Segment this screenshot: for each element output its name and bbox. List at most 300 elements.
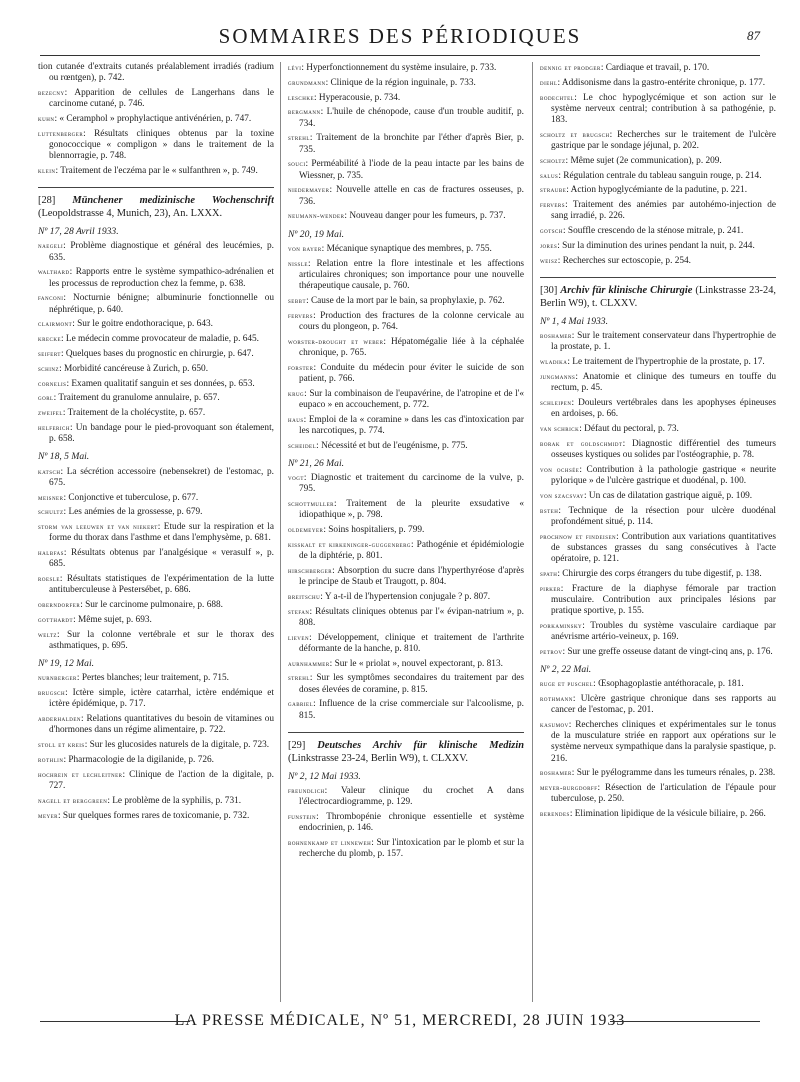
article-title: : Relations quantitatives du besoin de vitamines ou d'hormones dans un régime alimentaire, p. 722. xyxy=(49,714,274,736)
article-title: : Ictère simple, ictère catarrhal, ictère endémique et ictère épidémique, p. 717. xyxy=(49,688,274,710)
article-author: scholtz et brugsch xyxy=(540,129,610,139)
article-entry xyxy=(38,378,274,390)
article-author: bodechtel xyxy=(540,92,575,102)
issue-heading: Nº 19, 12 Mai. xyxy=(38,658,95,670)
article-entry xyxy=(288,472,524,495)
article-title: : Apparition de cellules de Langerhans dans le carcinome cutané, p. 746. xyxy=(49,88,274,110)
article-author: meisner xyxy=(38,492,64,502)
article-entry xyxy=(38,810,274,822)
article-entry xyxy=(38,754,274,766)
page-title: SOMMAIRES DES PÉRIODIQUES xyxy=(218,24,582,48)
article-title: : Pathogénie et épidémiologie de la diphtérie, p. 801. xyxy=(299,539,524,561)
article-title: : Valeur clinique du crochet A dans l'électrocardiogramme, p. 129. xyxy=(299,786,524,808)
article-author: diehl xyxy=(540,77,558,87)
article-entry xyxy=(38,713,274,736)
article-author: leschke xyxy=(288,92,314,102)
article-entry xyxy=(288,62,524,74)
article-author: roesle xyxy=(38,574,60,584)
issue-heading: Nº 2, 12 Mai 1933. xyxy=(288,770,361,782)
article-author: haus xyxy=(288,414,304,424)
article-title: : Recherches sur le traitement de l'ulcère gastrique par le sondage jéjunal, p. 202. xyxy=(551,129,776,151)
article-title: : Addisonisme dans la gastro-entérite chronique, p. 177. xyxy=(557,77,766,88)
article-title: : Œsophagoplastie antéthoracale, p. 181. xyxy=(593,679,744,690)
journal-details: (Linkstrasse 23-24, Berlin W9), t. CLXXV. xyxy=(288,752,468,764)
article-author: gotthardt xyxy=(38,614,74,624)
article-author: clairmont xyxy=(38,319,73,329)
article-title: : Contribution aux variations quantitatives de substances grasses du sang consécutives à l'acte opératoire, p. 121. xyxy=(551,531,776,564)
article-title: : Relation entre la flore intestinale et les affections articulaires chroniques; son importance pour une nouvelle thérapeutique causale, p. 760. xyxy=(299,258,524,291)
article-entry xyxy=(38,87,274,110)
article-entry xyxy=(38,407,274,419)
article-author: krecke xyxy=(38,334,61,344)
article-title: : Traitement de la bronchite par l'éther d'après Bier, p. 735. xyxy=(299,133,524,155)
article-author: naegeli xyxy=(38,241,64,251)
article-title: : Sur le pyélogramme dans les tumeurs rénales, p. 238. xyxy=(571,768,776,779)
article-title: : Résection de l'articulation de l'épaule pour tuberculose, p. 250. xyxy=(551,783,776,805)
article-title: : Le médecin comme provocateur de maladie, p. 645. xyxy=(61,334,259,345)
article-author: schinz xyxy=(38,363,60,373)
article-entry xyxy=(38,318,274,330)
article-author: spath xyxy=(540,568,558,578)
article-entry xyxy=(38,113,274,125)
article-entry xyxy=(288,539,524,562)
article-author: schultz xyxy=(38,507,64,517)
article-entry xyxy=(540,255,776,267)
article-author: schottmuller xyxy=(288,499,334,508)
article-author: krug xyxy=(288,388,305,398)
article-author: salus xyxy=(540,170,559,180)
article-entry xyxy=(288,811,524,834)
article-title: : Sur le carcinome pulmonaire, p. 688. xyxy=(80,600,223,611)
article-title: : Pertes blanches; leur traitement, p. 715. xyxy=(76,673,229,684)
article-title: : Sur le goitre endothoracique, p. 643. xyxy=(72,319,213,330)
article-entry xyxy=(540,646,776,658)
article-title: : Clinique de l'action de la digitale, p. 727. xyxy=(49,769,274,791)
article-author: oldemeyer xyxy=(288,525,324,534)
article-author: seifert xyxy=(38,349,61,358)
article-author: aurnhammer xyxy=(288,658,330,668)
article-entry xyxy=(540,62,776,74)
journal-details: (Linkstrasse 23-24, Berlin W9), t. CLXXV. xyxy=(540,284,776,309)
article-entry xyxy=(540,129,776,152)
article-title: : Les anémies de la grossesse, p. 679. xyxy=(63,507,203,518)
journal-heading xyxy=(288,732,524,765)
article-entry xyxy=(288,310,524,333)
article-entry xyxy=(540,583,776,618)
article-author: meyer-burgdorff xyxy=(540,783,598,793)
page-footer xyxy=(40,1012,760,1030)
article-title: : Influence de la crise commerciale sur l'alcoolisme, p. 815. xyxy=(299,699,524,721)
article-entry xyxy=(540,808,776,820)
article-entry xyxy=(288,336,524,359)
article-entry xyxy=(288,591,524,603)
article-author: kuhn xyxy=(38,114,55,123)
article-author: borak et goldschmidt xyxy=(540,438,623,448)
article-author: freundlich xyxy=(288,786,325,795)
article-title: : Nécessité et but de l'eugénisme, p. 775. xyxy=(316,440,468,451)
article-entry xyxy=(288,632,524,655)
issue-heading: Nº 17, 28 Avril 1933. xyxy=(38,226,119,238)
article-title: : Sur la diminution des urines pendant la nuit, p. 244. xyxy=(557,240,755,251)
article-entry xyxy=(38,292,274,315)
article-title: : Sur la combinaison de l'eupavérine, de l'atropine et de l'« eupaco » en accouchement, p. 772. xyxy=(299,388,524,410)
article-entry xyxy=(288,388,524,411)
article-title: : Cause de la mort par le bain, sa prophylaxie, p. 762. xyxy=(306,295,505,306)
article-author: hochrein et lechleitner xyxy=(38,769,123,779)
article-entry xyxy=(288,295,524,307)
article-entry xyxy=(540,693,776,716)
article-title: : Résultats cliniques obtenus par la toxine gonococcique « compligon » dans le traitement de la blennorragie, p. 748. xyxy=(49,128,274,162)
article-entry xyxy=(540,240,776,252)
article-title: : Sur le « priolat », nouvel expectorant, p. 813. xyxy=(329,658,503,669)
article-author: gorl xyxy=(38,393,54,403)
article-title: : Souffle crescendo de la sténose mitrale, p. 241. xyxy=(563,226,744,237)
journal-details: (Leopoldstrasse 4, Munich, 23), An. LXXX. xyxy=(38,208,223,220)
article-title: : Conjonctive et tuberculose, p. 677. xyxy=(63,492,199,503)
article-title: : Sur l'intoxication par le plomb et sur la recherche du plomb, p. 157. xyxy=(299,838,524,860)
article-entry xyxy=(288,698,524,721)
article-title: : Action hypoglycémiante de la padutine, p. 221. xyxy=(566,185,748,196)
article-entry xyxy=(288,498,524,521)
article-entry xyxy=(288,606,524,629)
article-title: : Soins hospitaliers, p. 799. xyxy=(323,525,425,535)
article-author: katsch xyxy=(38,466,61,476)
article-title: : « Ceramphol » prophylactique antivénérien, p. 747. xyxy=(54,114,252,124)
column-middle xyxy=(288,62,524,1002)
article-title: : Technique de la résection pour ulcère duodénal profondément situé, p. 114. xyxy=(551,505,776,527)
article-author: breitschu xyxy=(288,591,321,601)
article-entry xyxy=(38,506,274,518)
article-title: : Sur la colonne vertébrale et sur le thorax des asthmatiques, p. 695. xyxy=(49,629,274,651)
article-entry xyxy=(38,422,274,445)
article-title: : Production des fractures de la colonne cervicale au cours du plongeon, p. 764. xyxy=(299,310,524,332)
article-title: : Troubles du système vasculaire cardiaque par anévrisme artério-veineux, p. 169. xyxy=(551,620,776,642)
article-entry xyxy=(540,92,776,127)
article-entry xyxy=(540,77,776,89)
article-title: tion cutanée d'extraits cutanés préalablement irradiés (radium ou rœntgen), p. 742. xyxy=(38,62,274,84)
article-author: souci xyxy=(288,159,306,169)
article-entry xyxy=(540,184,776,196)
journal-number: [28] xyxy=(38,195,56,207)
article-author: strehl xyxy=(288,673,310,683)
article-author: prochnow et findeisen xyxy=(540,531,617,541)
article-author: zweifel xyxy=(38,408,63,418)
article-entry xyxy=(288,132,524,155)
article-title: : Mécanique synaptique des membres, p. 755. xyxy=(321,243,492,254)
article-author: lévi xyxy=(288,63,302,72)
article-author: storm van leeuwen et van niekert xyxy=(38,522,158,532)
article-author: van schrick xyxy=(540,423,580,433)
article-author: von szacsvay xyxy=(540,490,584,500)
journal-number: [30] xyxy=(540,284,558,296)
article-author: rothlin xyxy=(38,754,64,764)
article-title: : Diagnostic différentiel des tumeurs osseuses kystiques ou solides par l'ostéographie, p. 78. xyxy=(551,438,776,460)
article-title: : Absorption du sucre dans l'hyperthyréose d'après le principe de Staub et Traugott, p. 804. xyxy=(299,565,524,587)
article-title: : Le traitement de l'hypertrophie de la prostate, p. 17. xyxy=(567,357,765,368)
article-author: berendes xyxy=(540,809,570,819)
article-entry xyxy=(38,573,274,596)
article-author: strehl xyxy=(288,133,310,143)
article-author: pirker xyxy=(540,583,561,593)
article-title: : Quelques bases du prognostic en chirurgie, p. 647. xyxy=(60,349,254,359)
article-author: rothmann xyxy=(540,693,573,703)
article-entry xyxy=(38,240,274,263)
article-entry xyxy=(38,348,274,360)
article-entry xyxy=(38,769,274,792)
issue-heading: Nº 20, 19 Mai. xyxy=(288,228,345,240)
article-title: : Sur une greffe osseuse datant de vingt-cinq ans, p. 176. xyxy=(562,646,773,657)
article-entry xyxy=(540,330,776,353)
article-title: : Même sujet (2e communication), p. 209. xyxy=(565,155,722,166)
page-number: 87 xyxy=(747,28,760,43)
article-title: : Nouvelle attelle en cas de fractures osseuses, p. 736. xyxy=(299,185,524,207)
column-left xyxy=(38,62,274,1002)
article-title: : Hépatomégalie liée à la céphalée chronique, p. 765. xyxy=(299,336,524,358)
article-author: scholtz xyxy=(540,155,566,165)
article-entry xyxy=(540,531,776,566)
article-title: : Conduite du médecin pour éviter le suicide de son patient, p. 766. xyxy=(299,362,524,384)
article-entry xyxy=(38,128,274,163)
article-author: nagell et berggreen xyxy=(38,795,108,805)
article-entry xyxy=(540,356,776,368)
article-title: : Clinique de la région inguinale, p. 733. xyxy=(325,77,476,88)
article-author: bsteh xyxy=(540,505,559,515)
article-author: abderhalden xyxy=(38,714,81,724)
article-entry xyxy=(38,165,274,177)
article-title: : Nouveau danger pour les fumeurs, p. 737. xyxy=(344,211,506,222)
article-title: : Morbidité cancéreuse à Zurich, p. 650. xyxy=(59,363,209,374)
article-entry xyxy=(38,547,274,570)
article-author: porkaminsky xyxy=(540,620,583,630)
article-title: : Pharmacologie de la digilanide, p. 726. xyxy=(63,754,214,765)
article-entry xyxy=(38,521,274,544)
article-entry xyxy=(540,397,776,420)
article-title: : Y a-t-il de l'hypertension conjugale ? p. 807. xyxy=(320,591,491,602)
journal-name: Münchener medizinische Wochenschrift xyxy=(72,195,274,207)
article-entry xyxy=(38,266,274,289)
article-title: : Défaut du pectoral, p. 73. xyxy=(579,423,679,434)
article-author: oberndorfer xyxy=(38,600,81,610)
article-author: von bayer xyxy=(288,243,322,253)
article-title: : Contribution à la pathologie gastrique « neurite pylorique » de l'ulcère gastrique et duodénal, p. 100. xyxy=(551,464,776,486)
article-title: : Hyperacousie, p. 734. xyxy=(314,92,401,103)
article-author: funstein xyxy=(288,812,317,821)
article-entry xyxy=(288,837,524,860)
article-entry xyxy=(288,658,524,670)
article-entry xyxy=(540,678,776,690)
article-title: : Recherches cliniques et expérimentales sur le tonus de la musculature striée en rapport aux opérations sur le système nerveux sympathique dans la paralysie spastique, p. 216. xyxy=(551,719,776,764)
footer-rule-left xyxy=(40,1021,190,1022)
article-entry xyxy=(288,440,524,452)
article-title: : Sur quelques formes rares de toxicomanie, p. 732. xyxy=(58,810,250,821)
article-title: : Résultats cliniques obtenus par l'« évipan-natrium », p. 808. xyxy=(299,606,524,628)
article-entry xyxy=(38,672,274,684)
article-title: : La sécrétion accessoire (nebensekret) de l'estomac, p. 675. xyxy=(49,466,274,488)
article-author: niedermayer xyxy=(288,185,330,195)
article-entry xyxy=(540,767,776,779)
article-title: : Nocturnie bénigne; albuminurie fonctionnelle ou néphrétique, p. 640. xyxy=(49,293,274,315)
article-entry xyxy=(288,565,524,588)
journal-heading xyxy=(38,187,274,220)
article-entry xyxy=(540,423,776,435)
article-author: von ochsée xyxy=(540,464,580,474)
article-title: : Traitement des anémies par autohémo-injection de sang irradié, p. 226. xyxy=(551,200,776,222)
article-title: : Même sujet, p. 693. xyxy=(73,614,152,625)
article-title: : Cardiaque et travail, p. 170. xyxy=(600,63,710,73)
article-author: halbfas xyxy=(38,548,64,558)
article-author: weisz xyxy=(540,255,558,265)
article-author: grundmann xyxy=(288,77,326,87)
article-title: : Traitement de la cholécystite, p. 657. xyxy=(62,408,206,419)
article-entry xyxy=(38,333,274,345)
article-author: nissle xyxy=(288,258,308,268)
article-title: : Recherches sur ectoscopie, p. 254. xyxy=(557,255,691,266)
article-title: : Traitement de l'eczéma par le « sulfanthren », p. 749. xyxy=(55,166,258,176)
article-entry xyxy=(288,524,524,536)
article-title: : Chirurgie des corps étrangers du tube digestif, p. 138. xyxy=(557,568,762,579)
article-title: : Résultats obtenus par l'analgésique « verasulf », p. 685. xyxy=(49,548,274,570)
article-author: gabriel xyxy=(288,699,314,709)
article-author: bergmann xyxy=(288,107,321,117)
article-title: : Anatomie et clinique des tumeurs en touffe du rectum, p. 45. xyxy=(551,371,776,394)
page-header xyxy=(40,22,760,56)
article-title: : Développement, clinique et traitement de l'arthrite déformante de la hanche, p. 810. xyxy=(299,632,524,654)
article-entry xyxy=(288,785,524,808)
article-author: schleipen xyxy=(540,397,572,407)
article-entry xyxy=(288,362,524,385)
article-author: helferich xyxy=(38,422,70,432)
article-entry xyxy=(38,739,274,751)
article-author: weltz xyxy=(38,629,57,639)
article-entry xyxy=(288,210,524,222)
article-entry xyxy=(540,225,776,237)
article-author: neumann-wender xyxy=(288,211,345,221)
article-author: klein xyxy=(38,166,56,175)
article-entry xyxy=(288,184,524,207)
article-author: boshamer xyxy=(540,768,572,778)
article-title: : Thrombopénie chronique essentielle et système endocrinien, p. 146. xyxy=(299,812,524,834)
issue-heading: Nº 21, 26 Mai. xyxy=(288,457,345,469)
article-title: : Sur les glucosides naturels de la digitale, p. 723. xyxy=(84,740,270,751)
article-entry xyxy=(38,392,274,404)
article-entry xyxy=(38,629,274,652)
article-title: : Etude sur la respiration et la forme du thorax dans l'asthme et dans l'emphysème, p. 681. xyxy=(49,522,274,544)
article-author: ruge et puschel xyxy=(540,679,594,689)
journal-name: Archiv für klinische Chirurgie xyxy=(560,284,693,296)
article-author: dennig et prodger xyxy=(540,63,601,72)
article-author: forster xyxy=(288,362,314,372)
article-author: scheidel xyxy=(288,440,317,450)
article-entry xyxy=(288,92,524,104)
article-author: fervers xyxy=(288,310,314,320)
article-author: cornelis xyxy=(38,378,67,388)
article-entry xyxy=(38,363,274,375)
article-title: : Problème diagnostique et général des leucémies, p. 635. xyxy=(49,241,274,263)
article-author: hirschberger xyxy=(288,565,333,575)
footer-text: LA PRESSE MÉDICALE, Nº 51, MERCREDI, 28 JUIN 1933 xyxy=(174,1012,626,1029)
article-entry xyxy=(38,795,274,807)
article-author: boshamer xyxy=(540,331,572,341)
article-entry xyxy=(38,492,274,504)
column-right xyxy=(540,62,776,1002)
article-entry xyxy=(540,719,776,765)
issue-heading: Nº 1, 4 Mai 1933. xyxy=(540,315,608,327)
article-author: petrov xyxy=(540,646,563,656)
article-author: straube xyxy=(540,185,567,195)
article-title: : Hyperfonctionnement du système insulaire, p. 733. xyxy=(301,63,497,73)
article-title: : Sur les symptômes secondaires du traitement par des doses élevées de coramine, p. 815. xyxy=(299,673,524,695)
article-entry xyxy=(288,106,524,129)
article-title: : Rapports entre le système sympathico-adrénalien et les processus de reproduction chez la femme, p. 638. xyxy=(49,267,274,289)
article-author: meyer xyxy=(38,810,58,820)
article-author: jungmanns xyxy=(540,371,576,381)
article-author: stefan xyxy=(288,606,310,616)
article-title: : Diagnostic et traitement du carcinome de la vulve, p. 795. xyxy=(299,473,524,495)
journal-number: [29] xyxy=(288,739,306,751)
article-entry xyxy=(288,158,524,181)
footer-rule-right xyxy=(610,1021,760,1022)
article-entry xyxy=(540,490,776,502)
article-title: : Résultats statistiques de l'expérimentation de la lutte antituberculeuse à Pestersébet, p. 686. xyxy=(49,574,274,596)
article-title: : Perméabilité à l'iode de la peau intacte par les bains de Wiessner, p. 735. xyxy=(299,159,524,181)
article-author: worster-drought et weber xyxy=(288,336,384,346)
article-entry xyxy=(288,672,524,695)
article-title: : Le choc hypoglycémique et son action sur le système nerveux central; contribution à sa pathogénie, p. 183. xyxy=(551,92,776,125)
article-entry xyxy=(288,77,524,89)
article-author: bezecny xyxy=(38,88,65,97)
article-title: : Ulcère gastrique chronique dans ses rapports au cancer de l'estomac, p. 201. xyxy=(551,693,776,716)
article-title: : Douleurs vertébrales dans les apophyses épineuses en ardoises, p. 66. xyxy=(551,397,776,420)
article-author: walthard xyxy=(38,267,70,277)
issue-heading: Nº 2, 22 Mai. xyxy=(540,663,592,675)
article-author: luttenberger xyxy=(38,128,84,138)
article-entry xyxy=(288,414,524,437)
article-entry xyxy=(288,243,524,255)
article-author: nurnberger xyxy=(38,673,77,683)
article-entry xyxy=(540,438,776,461)
article-title: : Examen qualitatif sanguin et ses données, p. 653. xyxy=(66,378,255,389)
column-divider xyxy=(532,62,533,1002)
article-entry xyxy=(288,258,524,293)
article-author: gotsch xyxy=(540,226,564,236)
article-entry xyxy=(38,614,274,626)
article-entry xyxy=(540,782,776,805)
article-entry xyxy=(540,620,776,643)
article-author: sebbt xyxy=(288,295,307,305)
issue-heading: Nº 18, 5 Mai. xyxy=(38,451,90,463)
article-author: fervers xyxy=(540,200,566,210)
article-entry xyxy=(540,464,776,487)
article-entry xyxy=(540,371,776,394)
journal-heading xyxy=(540,277,776,310)
article-author: fanconi xyxy=(38,293,64,303)
article-title: : Elimination lipidique de la vésicule biliaire, p. 266. xyxy=(569,809,766,820)
article-title: : Fracture de la diaphyse fémorale par traction musculaire. Contribution aux principales lésions par pratique sportive, p. 155. xyxy=(551,583,776,616)
header-rule xyxy=(40,55,760,56)
article-author: vogt xyxy=(288,473,304,482)
article-title: : Le problème de la syphilis, p. 731. xyxy=(107,795,242,806)
article-title: : Sur le traitement conservateur dans l'hypertrophie de la prostate, p. 1. xyxy=(551,331,776,353)
article-title: : Un cas de dilatation gastrique aiguë, p. 109. xyxy=(583,490,753,501)
article-title: : Régulation centrale du tableau sanguin rouge, p. 214. xyxy=(558,170,762,181)
article-entry xyxy=(540,170,776,182)
article-author: brugsch xyxy=(38,688,66,698)
article-author: bohnenkamp et linneweh xyxy=(288,838,372,847)
article-title: : Un bandage pour le pied-provoquant son étalement, p. 658. xyxy=(49,422,274,445)
article-title: : Emploi de la « coramine » dans les cas d'intoxication par les narcotiques, p. 774. xyxy=(299,414,524,436)
article-entry xyxy=(540,199,776,222)
article-title: : Traitement de la pleurite exsudative « idiopathique », p. 798. xyxy=(299,499,524,521)
